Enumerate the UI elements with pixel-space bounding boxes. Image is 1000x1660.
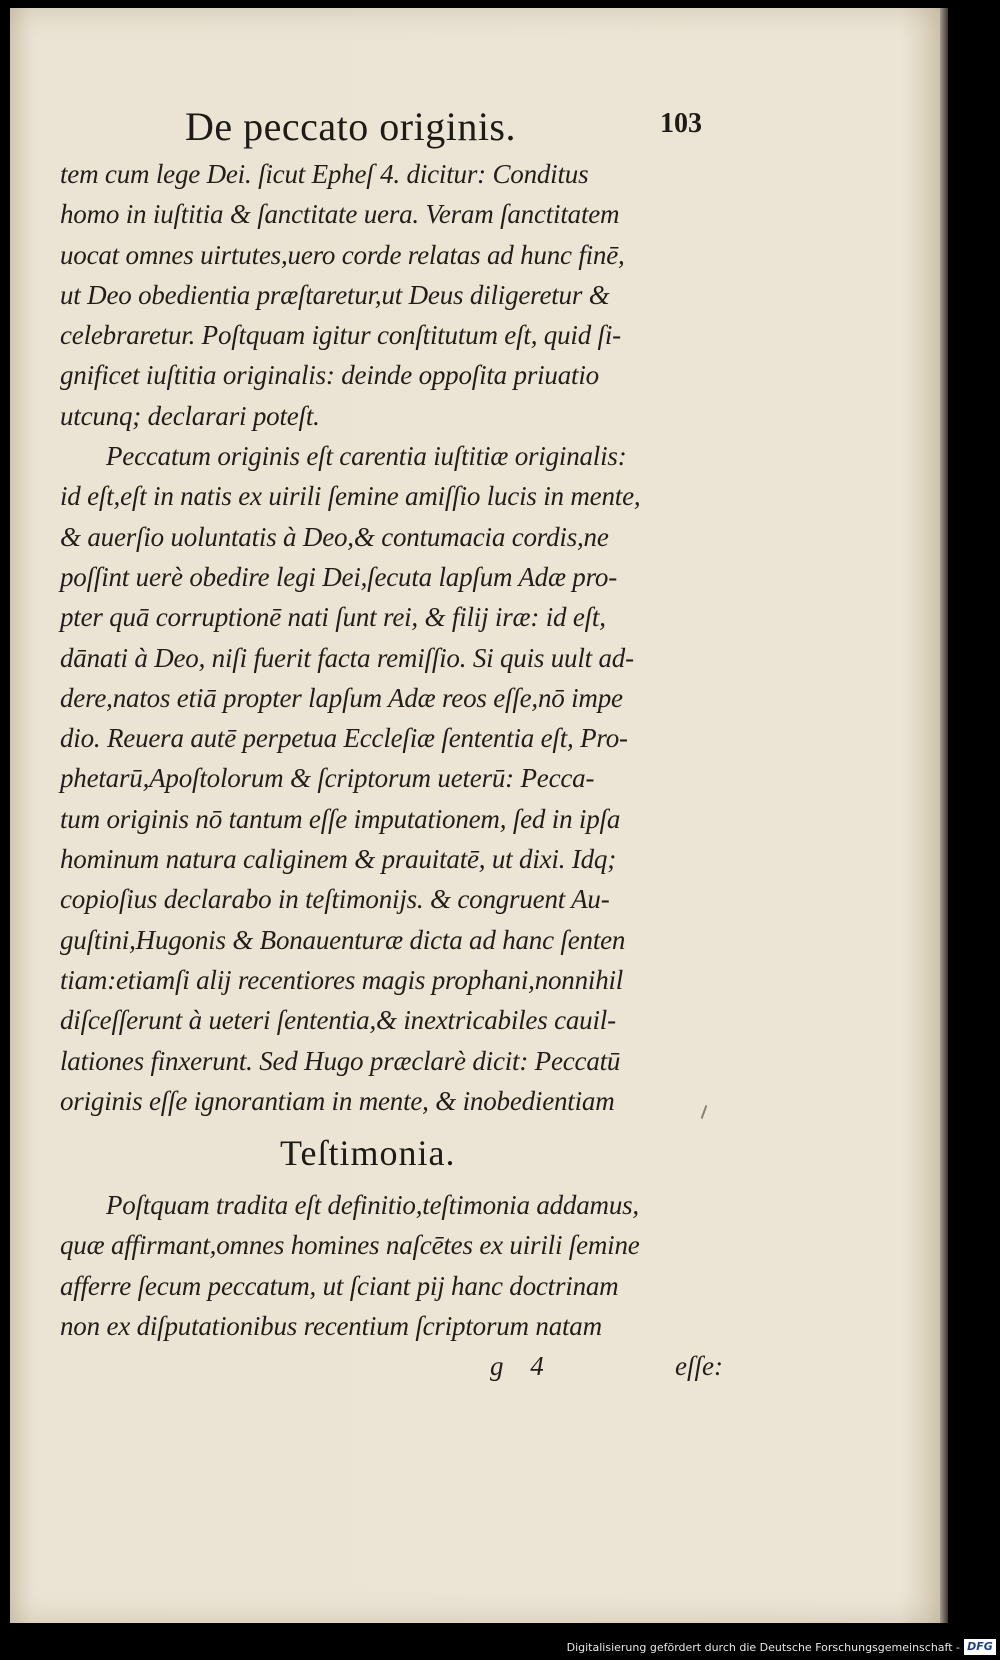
- text-line: gnificet iuſtitia originalis: deinde oppoſita priuatio: [60, 360, 599, 391]
- text-line: utcunq; declarari poteſt.: [60, 400, 320, 431]
- page-edge: [940, 8, 948, 1623]
- signature-line: [60, 1346, 740, 1386]
- page-number: 103: [660, 108, 702, 139]
- text-line: ut Deo obedientia præſtaretur,ut Deus diligeretur &: [60, 279, 610, 310]
- text-line: diſceſſerunt à ueteri ſententia,& inextricabiles cauil-: [60, 1005, 616, 1036]
- text-line: poſſint uerè obedire legi Dei,ſecuta lapſum Adæ pro-: [60, 561, 618, 592]
- text-line: pter quā corruptionē nati ſunt rei, & filij iræ: id eſt,: [60, 602, 606, 633]
- text-line: copioſius declarabo in teſtimonijs. & congruent Au-: [60, 884, 610, 915]
- text-line: celebraretur. Poſtquam igitur conſtitutum eſt, quid ſi-: [60, 320, 621, 351]
- text-line: tem cum lege Dei. ſicut Epheſ 4. dicitur: Conditus: [60, 159, 589, 189]
- text-line: guſtini,Hugonis & Bonauenturæ dicta ad hanc ſenten: [60, 924, 626, 955]
- text-line: Peccatum originis eſt carentia iuſtitiæ originalis:: [106, 441, 627, 472]
- running-head: De peccato originis.: [185, 104, 516, 149]
- section-heading: Teſtimonia.: [280, 1133, 456, 1174]
- text-block: [60, 154, 740, 1386]
- paragraph-2: [60, 436, 740, 1121]
- text-line: afferre ſecum peccatum, ut ſciant pij hanc doctrinam: [60, 1270, 619, 1301]
- text-line: uocat omnes uirtutes,uero corde relatas ad hunc finē,: [60, 239, 625, 270]
- paragraph-3: [60, 1185, 740, 1346]
- text-line: hominum natura caliginem & prauitatē, ut dixi. Idq;: [60, 844, 616, 875]
- text-line: phetarū,Apoſtolorum & ſcriptorum ueterū: Pecca-: [60, 763, 595, 794]
- text-line: dere,natos etiā propter lapſum Adæ reos eſſe,nō impe: [60, 682, 623, 713]
- text-line: & auerſio uoluntatis à Deo,& contumacia cordis,ne: [60, 521, 609, 552]
- text-line: id eſt,eſt in natis ex uirili ſemine amiſſio lucis in mente,: [60, 481, 641, 512]
- text-line: lationes finxerunt. Sed Hugo præclarè dicit: Peccatū: [60, 1045, 621, 1076]
- text-line: dānati à Deo, niſi fuerit facta remiſſio. Si quis uult ad-: [60, 642, 634, 673]
- text-line: tum originis nō tantum eſſe imputationem, ſed in ipſa: [60, 803, 621, 834]
- text-line: quæ affirmant,omnes homines naſcētes ex uirili ſemine: [60, 1230, 640, 1261]
- dfg-logo: DFG: [964, 1639, 996, 1655]
- text-line: originis eſſe ignorantiam in mente, & inobedientiam: [60, 1085, 615, 1116]
- text-line: dio. Reuera autē perpetua Eccleſiæ ſententia eſt, Pro-: [60, 723, 628, 754]
- text-line: non ex diſputationibus recentium ſcriptorum natam: [60, 1311, 602, 1342]
- footer-bar: [0, 1637, 1000, 1660]
- signature-mark: g 4: [490, 1351, 554, 1382]
- catchword: eſſe:: [675, 1351, 723, 1382]
- text-line: homo in iuſtitia & ſanctitate uera. Veram ſanctitatem: [60, 199, 620, 230]
- text-line: Poſtquam tradita eſt definitio,teſtimonia addamus,: [106, 1190, 639, 1221]
- page-header: [185, 103, 885, 153]
- text-line: tiam:etiamſi alij recentiores magis prophani,nonnihil: [60, 964, 624, 995]
- funding-credit: Digitalisierung gefördert durch die Deutsche Forschungsgemeinschaft -: [566, 1641, 960, 1654]
- paragraph-1: [60, 154, 740, 436]
- book-page: [10, 8, 940, 1623]
